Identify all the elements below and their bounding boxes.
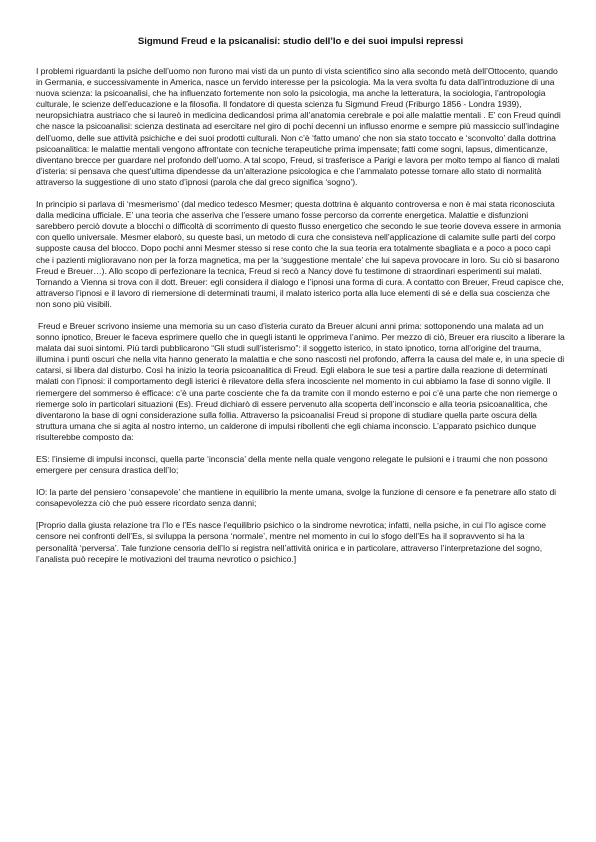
document-page bbox=[36, 36, 565, 576]
document-title: Sigmund Freud e la psicanalisi: studio dell’Io e dei suoi impulsi repressi bbox=[137, 36, 464, 47]
paragraph-mesmerism: In principio si parlava di ‘mesmerismo’ (dal medico tedesco Mesmer; questa dottrina è alquanto controversa e non è mai stata riconosciuta dalla medicina ufficiale. E’ una teoria che asseriva che l’essere umano fosse percorso da corrente energetica. Malattie e disfunzioni sarebbero perciò dovute a blocchi o difficoltà di scorrimento di questo flusso energetico che secondo le sue teorie doveva essere in armonia con quello universale. Mesmer elaborò, su queste basi, un metodo di cura che consisteva nell’applicazione di calamite sulle parti del corpo supposte causa del blocco. Dopo pochi anni Mesmer stesso si rese conto che la sua teoria era totalmente sbagliata e a poco a poco capì che i pazienti miglioravano non per la forza magnetica, ma per la ‘suggestione mentale’ che lui sapeva provocare in loro. Su ciò si basarono Freud e Breuer…). Allo scopo di perfezionare la tecnica, Freud si recò a Nancy dove fu testimone di straordinari esperimenti sui malati. Tornando a Vienna si trova con il dott. Breuer: egli considera il dialogo e l’ipnosi una forma di cura. A contatto con Breuer, Freud capisce che, attraverso l’ipnosi e il lavoro di riemersione di determinati traumi, il malato isterico porta alla luce elementi di sé e della sua coscienza che non sono più visibili. bbox=[36, 199, 564, 309]
paragraph-io: IO: la parte del pensiero ‘consapevole’ che mantiene in equilibrio la mente umana, svolge la funzione di censore e fa penetrare allo stato di consapevolezza ciò che può essere ricordato senza danni; bbox=[36, 487, 557, 509]
paragraph-equilibrium: [Proprio dalla giusta relazione tra l’Io e l’Es nasce l’equilibrio psichico o la sindrome nevrotica; infatti, nella psiche, in cui l’Io agisce come censore nei confronti dell’Es, si sviluppa la persona ‘normale’, mentre nel momento in cui lo sfogo dell’Es ha il sopravvento si ha la personalità ‘perversa’. Tale funzione censoria dell’Io si registra nell’attività onirica e in particolare, attraverso l’interpretazione del sogno, l’analista può recepire le motivazioni del trauma nevrotico o psichico.] bbox=[36, 520, 546, 564]
paragraph-introduction: I problemi riguardanti la psiche dell’uomo non furono mai visti da un punto di vista scientifico sino alla secondo metà dell’Ottocento, quando in Germania, e successivamente in America, nasce un fervido interesse per la psicologia. Ma la vera svolta fu data dall’introduzione di una nuova scienza: la psicoanalisi, che ha influenzato fortemente non solo la psicologia, ma anche la letteratura, la sociologia, l’antropologia culturale, le scienze dell’educazione e la filosofia. Il fondatore di questa scienza fu Sigmund Freud (Friburgo 1856 - Londra 1939), neuropsichiatra austriaco che si laureò in medicina dedicandosi prima all’anatomia cerebrale e poi alle malattie mentali . E’ con Freud quindi che nasce la psicoanalisi: scienza destinata ad esercitare nel giro di pochi decenni un influsso enorme e sempre più massiccio sull’indagine dell’uomo, delle sue attività psichiche e dei suoi prodotti culturali. Non c’è ‘fatto umano’ che non sia stato toccato e ‘sconvolto’ dalla dottrina psicoanalitica: le malattie mentali vengono affrontate con tecniche terapeutiche prima impensate; fatti come sogni, lapsus, dimenticanze, diventano brecce per guardare nel profondo dell’uomo. A tal scopo, Freud, si trasferisce a Parigi e lavora per molto tempo al fianco di malati d’isteria: si pensava che quest’ultima dipendesse da un’alterazione psicologica e che l’ammalato potesse tornare allo stato di normalità attraverso la suggestione di uno stato d’ipnosi (parola che dal greco significa ‘sogno’). bbox=[36, 66, 561, 187]
paragraph-freud-breuer: Freud e Breuer scrivono insieme una memoria su un caso d’isteria curato da Breuer alcuni anni prima: sottoponendo una malata ad un sonno ipnotico, Breuer le faceva esprimere quello che in quegli istanti le opprimeva l’animo. Per mezzo di ciò, Breuer era riuscito a liberare la malata dai suoi sintomi. Più tardi pubblicarono “Gli studi sull’isterismo”: il soggetto isterico, in stato ipnotico, torna all’origine del trauma, illumina i punti oscuri che nella vita hanno generato la malattia e che sono nascosti nel profondo, afferra la causa del male e, in una specie di catarsi, si libera dal disturbo. Così ha inizio la teoria psicoanalitica di Freud. Egli elabora le sue tesi a partire dalla reazione di determinati malati con l’ipnosi: il comportamento degli isterici è rilevatore della sfera incosciente nel momento in cui abbiamo la fase di sonno vigile. Il riemergere del sommerso è efficace: c’è una parte cosciente che fa da tramite con il mondo esterno e poi c’è una parte che non riemerge o riemerge solo in particolari situazioni (Es). Freud dichiarò di essere pervenuto alla scoperta dell’inconscio e alla teoria psicoanalitica, che diventarono la base di ogni considerazione sulla follia. Attraverso la psicoanalisi Freud si propone di studiare quella parte oscura della struttura umana che si agita al nostro interno, un calderone di impulsi ribollenti che egli chiama inconscio. L’apparato psichico dunque risulterebbe composto da: bbox=[36, 320, 565, 442]
paragraph-es: ES: l’insieme di impulsi inconsci, quella parte ‘inconscia’ della mente nella quale vengono relegate le pulsioni e i traumi che non possono emergere per censura drastica dell’Io; bbox=[36, 454, 548, 476]
